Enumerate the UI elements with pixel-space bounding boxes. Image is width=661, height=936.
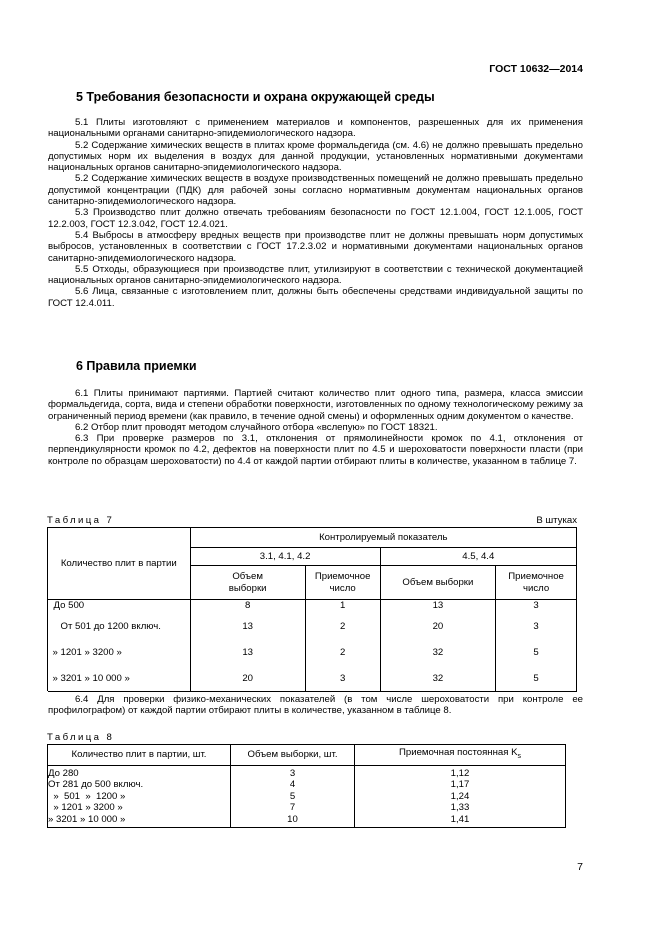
section-6-title: 6 Правила приемки <box>76 359 197 373</box>
paragraph-6-3: 6.3 При проверке размеров по 3.1, отклонения от прямолинейности кромок по 4.1, отклонения от перпендикулярности кромок по 4.2, дефектов на поверхности плит по 4.5 и шероховатости поверхности пласти (при контроле по образцам шероховатости) по 4.4 от каждой партии отбирают плиты в количестве, указанном в таблице 7. <box>48 433 583 467</box>
table-7-header-accept-a: Приемочное число <box>305 566 380 600</box>
table-row: » 3201 » 10 000 » 10 1,41 <box>48 814 566 828</box>
table-7-subgroup-a: 3.1, 4.1, 4.2 <box>190 548 380 566</box>
table-row: » 3201 » 10 000 » 20 3 32 5 <box>48 666 577 692</box>
table-row: От 281 до 500 включ. 4 1,17 <box>48 779 566 790</box>
table-7-header-sample-b: Объем выборки <box>380 566 496 600</box>
paragraph-5-4: 5.4 Выбросы в атмосферу вредных веществ при производстве плит не должны превышать норм допустимых выбросов, установленных в соответствии с ГОСТ 17.2.3.02 и нормативными документами национальных органов санитарно-эпидемиологического надзора. <box>48 229 583 264</box>
table-7-header-group: Контролируемый показатель <box>190 528 576 548</box>
table-7-header-batch: Количество плит в партии <box>48 528 191 600</box>
table-7-caption: Таблица 7 <box>47 515 115 526</box>
paragraph-5-5: 5.5 Отходы, образующиеся при производстве плит, утилизируют в соответствии с технической документацией национальных органов санитарно-эпидемиологического надзора. <box>48 263 583 287</box>
paragraph-5-2a: 5.2 Содержание химических веществ в плитах кроме формальдегида (см. 4.6) не должно превышать предельно допустимых норм их выделения в воздух для данной продукции, установленных нормативными документами национальных органов санитарно-эпидемиологического надзора. <box>48 139 583 174</box>
table-8-header-const: Приемочная постоянная $K_s$ <box>355 745 566 766</box>
table-8 <box>47 744 566 828</box>
table-7-header-accept-b: Приемочное число <box>496 566 577 600</box>
section-5-title: 5 Требования безопасности и охрана окружающей среды <box>76 90 435 104</box>
paragraph-6-4-block <box>48 694 583 717</box>
paragraph-6-4: 6.4 Для проверки физико-механических показателей (в том числе шероховатости при контроле ее профилографом) от каждой партии отбирают плиты в количестве, указанном в таблице 8. <box>48 694 583 717</box>
document-code: ГОСТ 10632—2014 <box>489 63 583 75</box>
table-8-header-sample: Объем выборки, шт. <box>231 745 355 766</box>
table-7-left-rule <box>47 599 48 691</box>
table-row: » 1201 » 3200 » 13 2 32 5 <box>48 640 577 666</box>
table-7 <box>47 527 577 692</box>
table-7-subgroup-b: 4.5, 4.4 <box>380 548 576 566</box>
table-row: » 501 » 1200 » 5 1,24 <box>48 791 566 802</box>
paragraph-5-1: 5.1 Плиты изготовляют с применением материалов и компонентов, разрешенных для их применения национальными органами санитарно-эпидемиологического надзора. <box>48 117 583 140</box>
table-row: От 501 до 1200 включ. 13 2 20 3 <box>48 614 577 640</box>
paragraph-6-1: 6.1 Плиты принимают партиями. Партией считают количество плит одного типа, размера, класса эмиссии формальдегида, сорта, вида и степени обработки поверхности, изготовленных по одному технологическому режиму за ограниченный период времени (как правило, в течение одной смены) и оформленных одним документом о качестве. <box>48 388 583 422</box>
paragraph-5-6: 5.6 Лица, связанные с изготовлением плит, должны быть обеспечены средствами индивидуальной защиты по ГОСТ 12.4.011. <box>48 286 583 309</box>
table-7-header-sample-a: Объем выборки <box>190 566 305 600</box>
table-row: До 500 8 1 13 3 <box>48 600 577 614</box>
paragraph-5-3: 5.3 Производство плит должно отвечать требованиям безопасности по ГОСТ 12.1.004, ГОСТ 12.1.005, ГОСТ 12.2.003, ГОСТ 12.3.042, ГОСТ 12.4.021. <box>48 207 583 230</box>
table-8-header-batch: Количество плит в партии, шт. <box>48 745 231 766</box>
section-5-body <box>48 117 583 309</box>
table-row: » 1201 » 3200 » 7 1,33 <box>48 802 566 813</box>
table-7-unit: В штуках <box>536 515 577 526</box>
page-number: 7 <box>577 861 583 873</box>
paragraph-5-2b: 5.2 Содержание химических веществ в воздухе производственных помещений не должно превышать предельно допустимой концентрации (ПДК) для рабочей зоны согласно нормативным документам национальных органов санитарно-эпидемиологического надзора. <box>48 173 583 208</box>
table-8-caption: Таблица 8 <box>47 732 115 743</box>
paragraph-6-2: 6.2 Отбор плит проводят методом случайного отбора «вслепую» по ГОСТ 18321. <box>75 421 438 433</box>
section-6-body <box>48 388 583 467</box>
table-row: До 280 3 1,12 <box>48 766 566 780</box>
